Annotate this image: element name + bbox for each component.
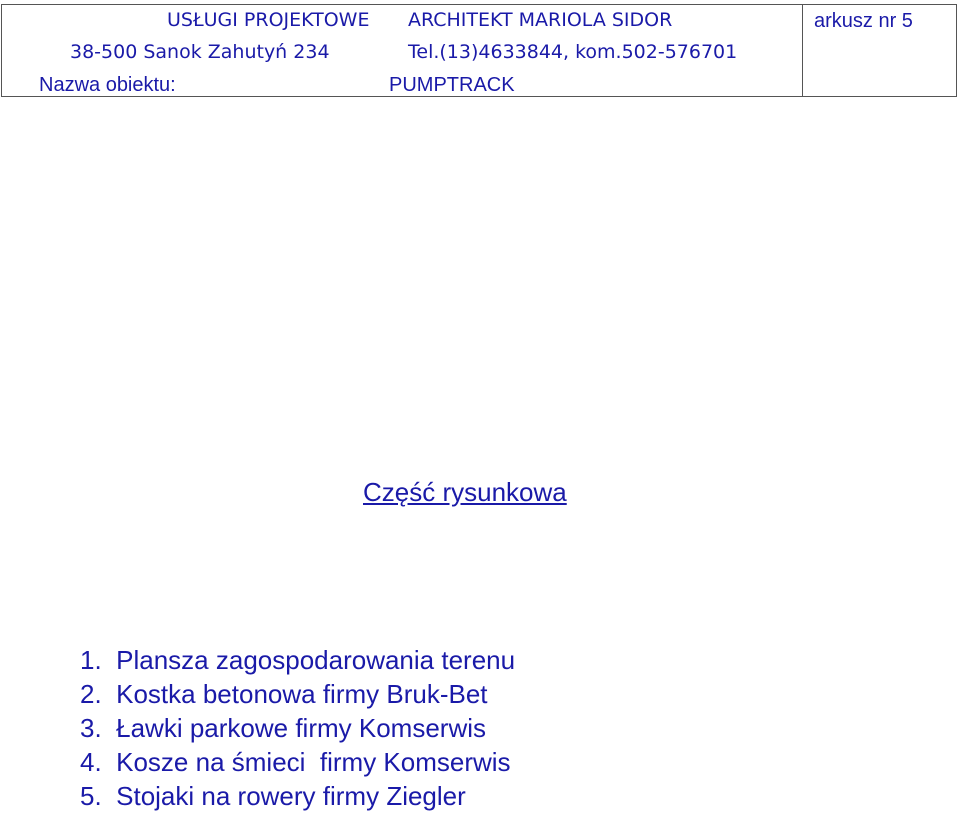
company-phone: Tel.(13)4633844, kom.502-576701 <box>408 41 738 63</box>
document-header <box>1 4 957 97</box>
list-item: 1. Plansza zagospodarowania terenu <box>80 645 516 675</box>
object-name-label: Nazwa obiektu: <box>39 74 176 96</box>
list-item: 4. Kosze na śmieci firmy Komserwis <box>80 747 511 777</box>
list-item: 3. Ławki parkowe firmy Komserwis <box>80 713 486 743</box>
drawing-list <box>80 643 515 813</box>
company-address: 38-500 Sanok Zahutyń 234 <box>70 41 330 63</box>
sheet-number: arkusz nr 5 <box>814 10 913 32</box>
company-name: USŁUGI PROJEKTOWE <box>167 9 370 31</box>
architect-name: ARCHITEKT MARIOLA SIDOR <box>408 9 673 31</box>
list-item: 5. Stojaki na rowery firmy Ziegler <box>80 781 466 811</box>
header-divider <box>802 5 803 96</box>
list-item: 2. Kostka betonowa firmy Bruk-Bet <box>80 679 488 709</box>
object-name: PUMPTRACK <box>389 74 515 96</box>
section-title: Część rysunkowa <box>363 477 567 507</box>
